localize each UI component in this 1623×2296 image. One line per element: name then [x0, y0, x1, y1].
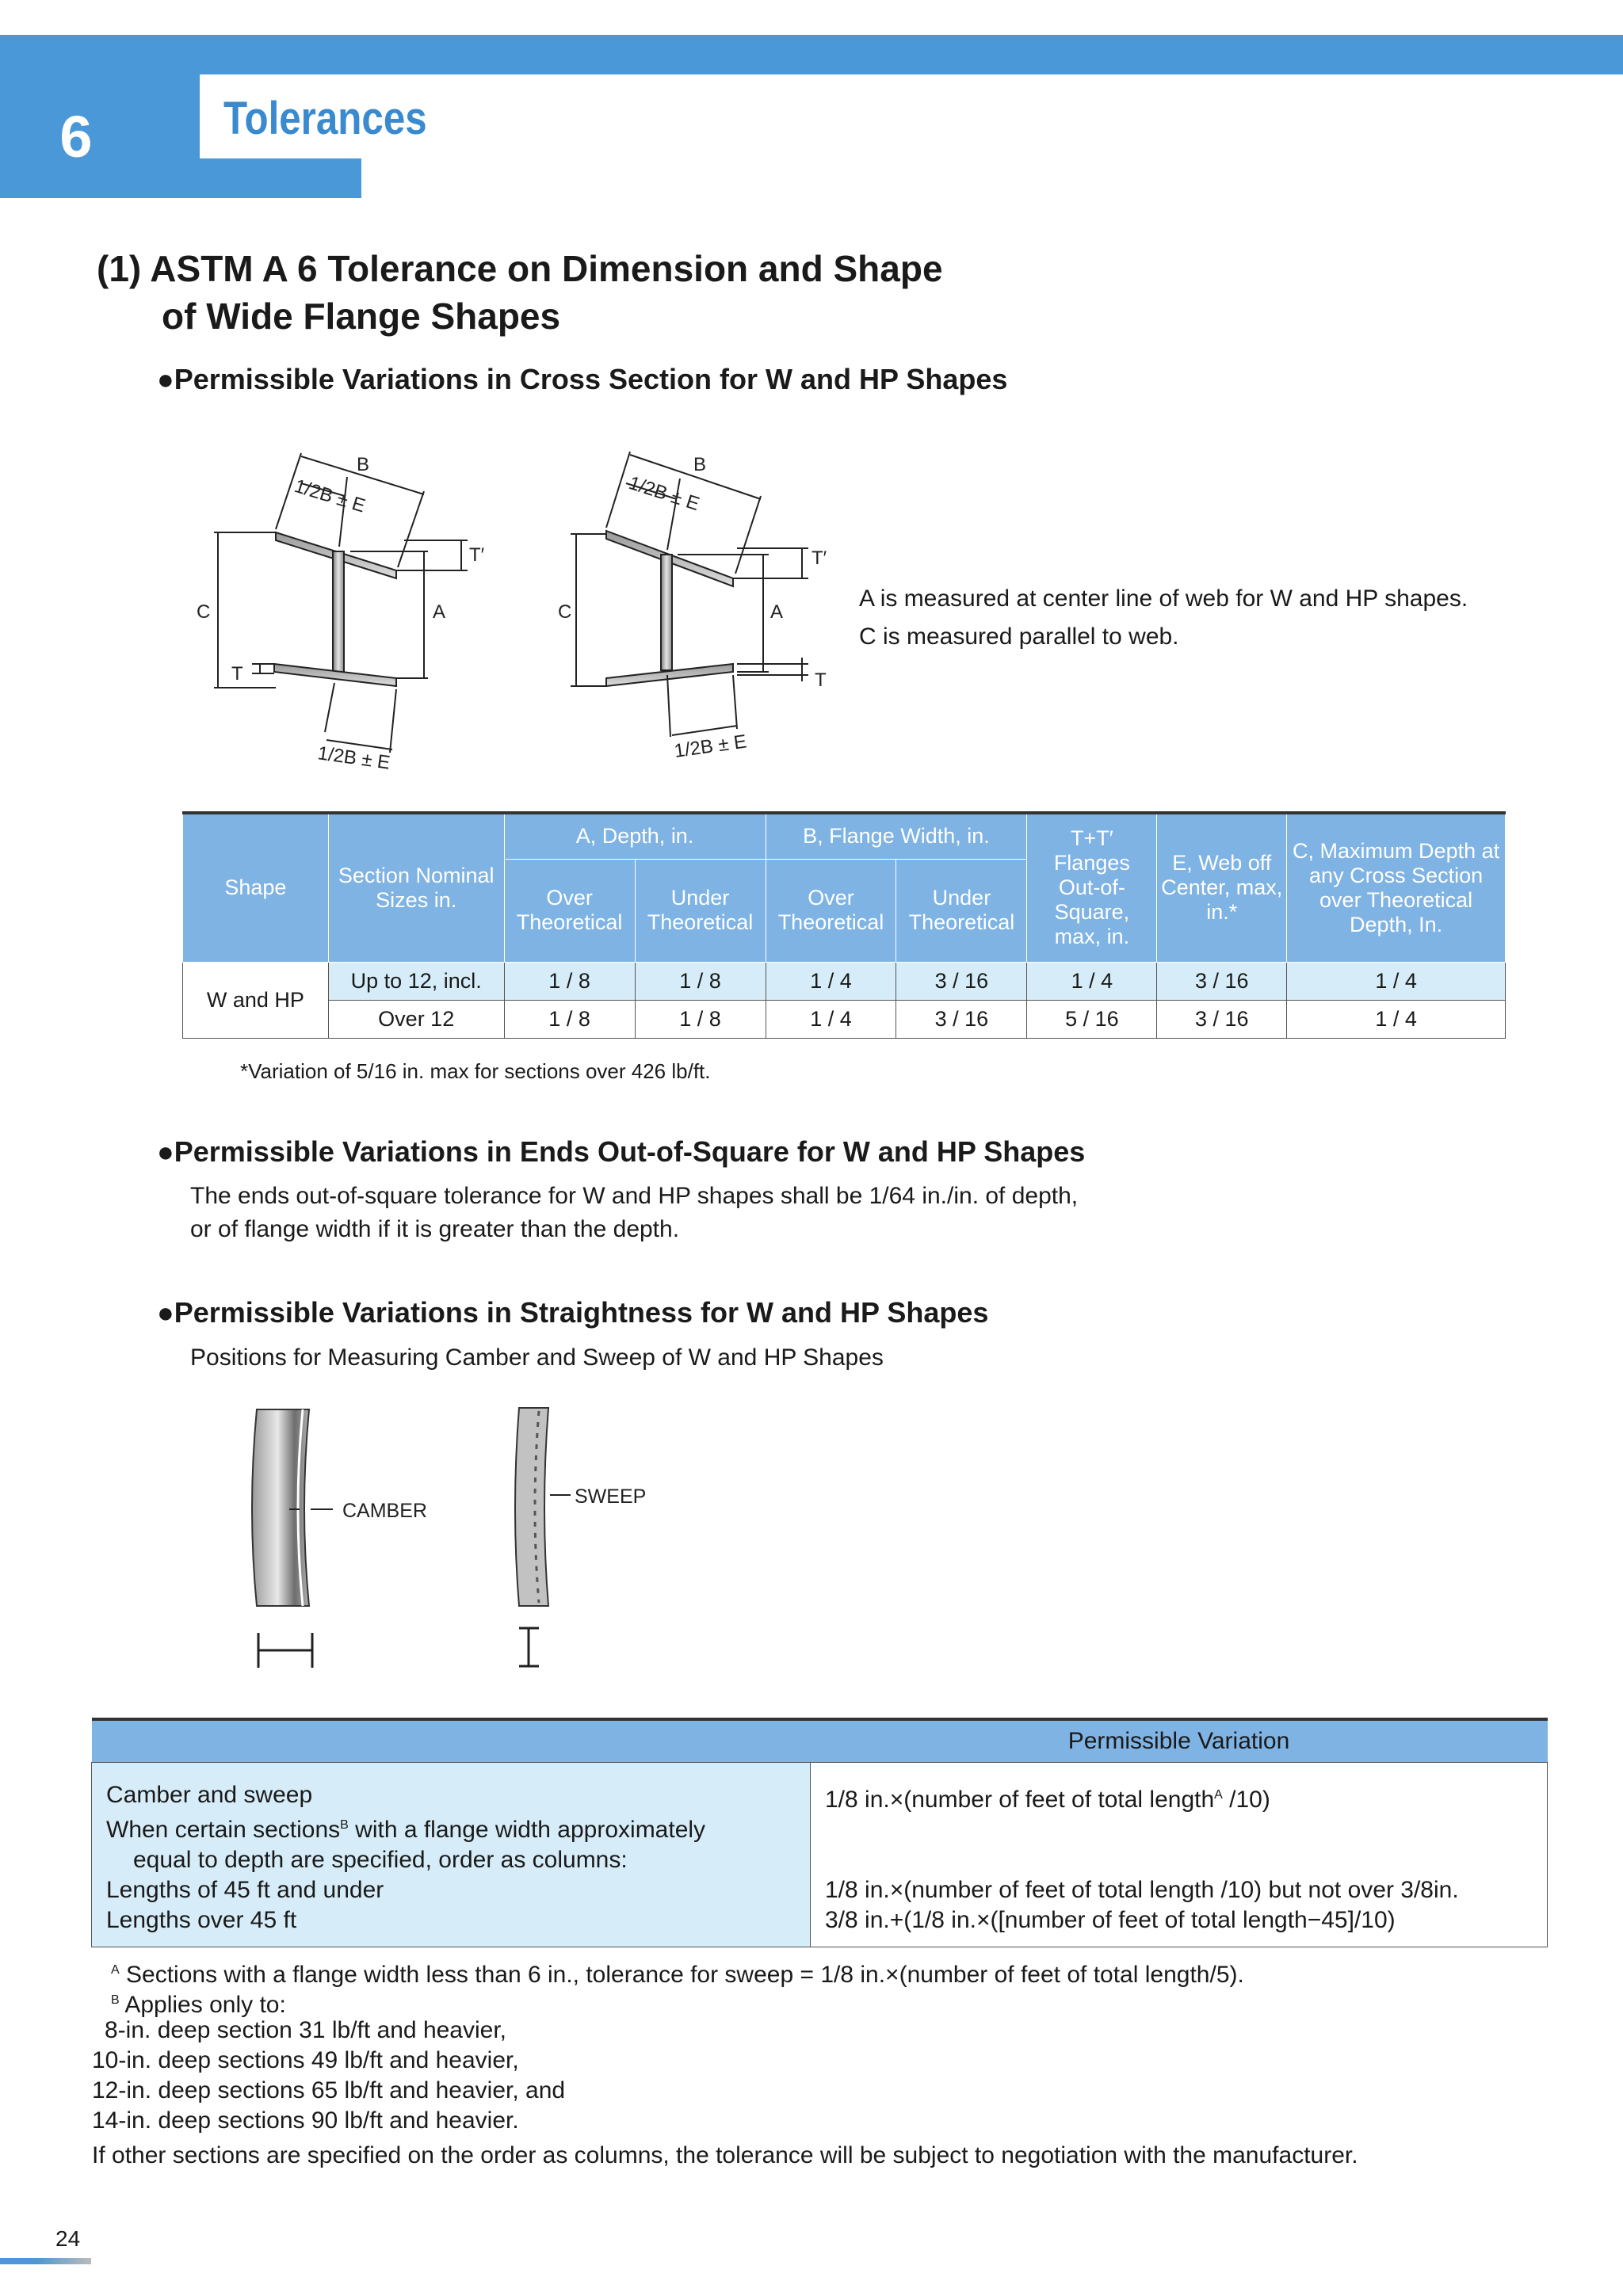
header-c-max: C, Maximum Depth at any Cross Section over Theoretical Depth, In. — [1287, 813, 1506, 962]
cross-section-table — [182, 811, 1506, 1039]
chapter-title: Tolerances — [223, 93, 427, 144]
svg-text:1/2B ± E: 1/2B ± E — [673, 730, 748, 762]
svg-text:C: C — [197, 601, 211, 623]
b-over-cell: 1 / 4 — [766, 962, 896, 1000]
b-under-cell: 3 / 16 — [896, 1000, 1027, 1038]
header-section-sizes: Section Nominal Sizes in. — [328, 813, 504, 962]
t-cell: 5 / 16 — [1027, 1000, 1157, 1038]
straightness-heading: ●Permissible Variations in Straightness for W and HP Shapes — [157, 1296, 989, 1329]
t-cell: 1 / 4 — [1027, 962, 1157, 1000]
a-under-cell: 1 / 8 — [635, 1000, 766, 1038]
t2-left-cell: Camber and sweep When certain sections$^B$ with a flange width approximately equal to depth are specified, order as columns: Lengths of 45 ft and under Lengths over 45 ft — [92, 1763, 811, 1947]
header-b-over: Over Theoretical — [766, 859, 896, 962]
svg-text:CAMBER: CAMBER — [342, 1500, 427, 1522]
a-over-cell: 1 / 8 — [504, 962, 635, 1000]
t2-header: Permissible Variation — [811, 1719, 1548, 1763]
svg-text:T′: T′ — [812, 547, 827, 569]
table-row — [183, 962, 1506, 1000]
note-c: C is measured parallel to web. — [859, 624, 1179, 650]
a-under-cell: 1 / 8 — [635, 962, 766, 1000]
svg-text:T: T — [815, 669, 827, 691]
a-over-cell: 1 / 8 — [504, 1000, 635, 1038]
note-item: 14-in. deep sections 90 lb/ft and heavier. — [92, 2107, 519, 2134]
svg-text:A: A — [433, 601, 446, 623]
section-title-line2: of Wide Flange Shapes — [162, 296, 561, 337]
svg-text:1/2B ± E: 1/2B ± E — [626, 472, 702, 516]
straightness-table — [91, 1718, 1548, 1947]
table-footnote: *Variation of 5/16 in. max for sections over 426 lb/ft. — [240, 1059, 711, 1083]
svg-text:1/2B ± E: 1/2B ± E — [316, 742, 391, 774]
svg-text:B: B — [357, 454, 370, 475]
note-item: 12-in. deep sections 65 lb/ft and heavier, and — [92, 2077, 566, 2103]
header-a-under: Under Theoretical — [635, 859, 766, 962]
shape-cell: W and HP — [183, 962, 329, 1038]
svg-text:C: C — [558, 601, 572, 623]
b-under-cell: 3 / 16 — [896, 962, 1027, 1000]
note-a: A is measured at center line of web for W and HP shapes. — [859, 585, 1468, 612]
header-t-flanges: T+T′ Flanges Out-of-Square, max, in. — [1027, 813, 1157, 962]
svg-text:T′: T′ — [469, 544, 485, 566]
ends-heading: ●Permissible Variations in Ends Out-of-Square for W and HP Shapes — [157, 1135, 1086, 1168]
cross-section-diagram — [182, 444, 832, 784]
camber-sweep-diagram — [246, 1398, 689, 1676]
header-shape: Shape — [183, 813, 329, 962]
b-over-cell: 1 / 4 — [766, 1000, 896, 1038]
size-cell: Over 12 — [328, 1000, 504, 1038]
svg-text:A: A — [770, 601, 784, 623]
c-cell: 1 / 4 — [1287, 1000, 1506, 1038]
cross-section-heading: ●Permissible Variations in Cross Section for W and HP Shapes — [157, 363, 1008, 395]
header-b-width: B, Flange Width, in. — [766, 813, 1027, 859]
ends-line1: The ends out-of-square tolerance for W and HP shapes shall be 1/64 in./in. of depth, — [190, 1183, 1079, 1209]
t2-right-cell: 1/8 in.×(number of feet of total length$^A$ /10) 1/8 in.×(number of feet of total length /10) but not over 3/8in. 3/8 in.+(1/8 in.×([number of feet of total length−45]/10) — [811, 1763, 1548, 1947]
page-number-bar — [0, 2258, 91, 2264]
note-item: 8-in. deep section 31 lb/ft and heavier, — [105, 2017, 507, 2043]
svg-text:1/2B ± E: 1/2B ± E — [292, 475, 369, 517]
svg-text:SWEEP: SWEEP — [575, 1486, 647, 1508]
ends-line2: or of flange width if it is greater than the depth. — [190, 1216, 680, 1242]
header-e-web: E, Web off Center, max, in.* — [1157, 813, 1287, 962]
header-b-under: Under Theoretical — [896, 859, 1027, 962]
straightness-subheading: Positions for Measuring Camber and Sweep of W and HP Shapes — [190, 1344, 884, 1371]
header-top-bar — [0, 35, 1623, 74]
header-a-depth: A, Depth, in. — [504, 813, 766, 859]
note-item: 10-in. deep sections 49 lb/ft and heavier, — [92, 2047, 519, 2073]
e-cell: 3 / 16 — [1157, 962, 1287, 1000]
note-b-line: $^B$ Applies only to: — [111, 1992, 286, 2018]
size-cell: Up to 12, incl. — [328, 962, 504, 1000]
t2-header-blank — [92, 1719, 811, 1763]
table-row — [183, 1000, 1506, 1038]
table-row — [92, 1763, 1548, 1947]
note-a-line: $^A$ Sections with a flange width less than 6 in., tolerance for sweep = 1/8 in.×(number of feet of total length/5). — [111, 1962, 1244, 1988]
page-number: 24 — [55, 2226, 81, 2251]
header-lower-bar — [200, 158, 361, 198]
c-cell: 1 / 4 — [1287, 962, 1506, 1000]
section-title-line1: (1) ASTM A 6 Tolerance on Dimension and Shape — [97, 248, 943, 289]
chapter-number: 6 — [59, 103, 93, 170]
svg-text:B: B — [693, 454, 707, 475]
note-last: If other sections are specified on the order as columns, the tolerance will be subject to negotiation with the manufacturer. — [92, 2142, 1358, 2168]
svg-text:T: T — [231, 663, 243, 685]
header-a-over: Over Theoretical — [504, 859, 635, 962]
e-cell: 3 / 16 — [1157, 1000, 1287, 1038]
